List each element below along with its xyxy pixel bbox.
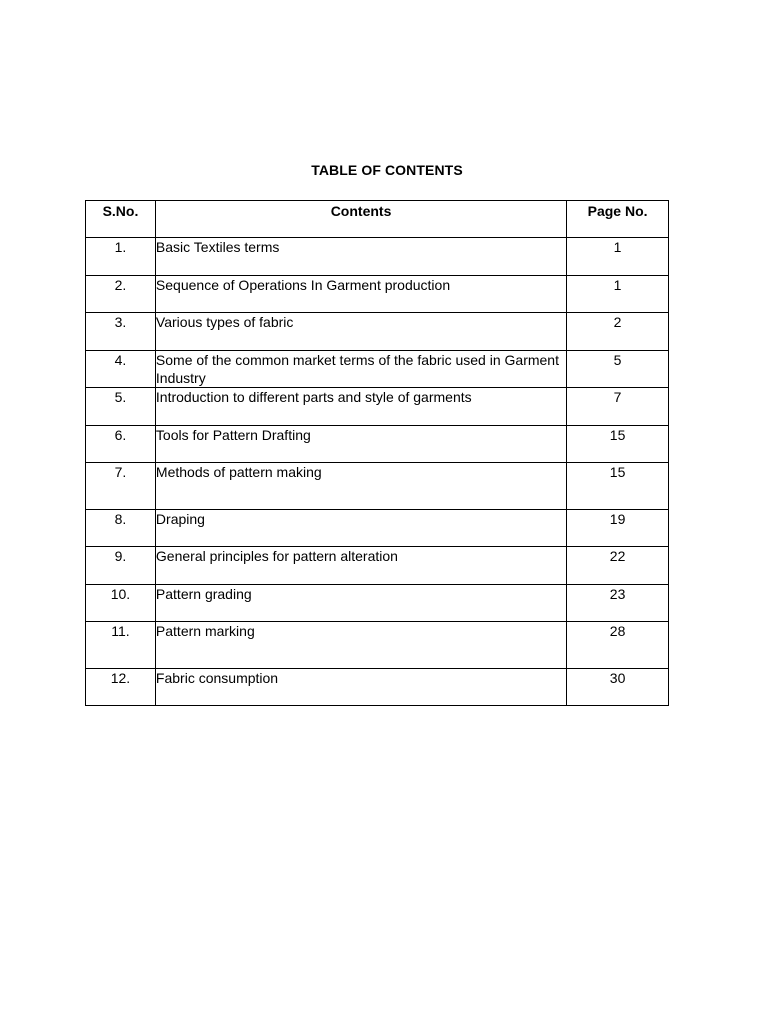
row-page: 7	[567, 388, 669, 426]
row-sno: 7.	[86, 463, 156, 510]
table-row	[86, 238, 669, 276]
row-page: 23	[567, 585, 669, 622]
row-content: Methods of pattern making	[155, 463, 566, 510]
row-page: 28	[567, 622, 669, 669]
row-page: 30	[567, 669, 669, 706]
row-content: Pattern marking	[155, 622, 566, 669]
row-page: 2	[567, 313, 669, 351]
row-content: Fabric consumption	[155, 669, 566, 706]
row-page: 1	[567, 276, 669, 313]
row-sno: 10.	[86, 585, 156, 622]
header-contents: Contents	[155, 201, 566, 238]
table-row	[86, 622, 669, 669]
table-row	[86, 313, 669, 351]
row-content: General principles for pattern alteration	[155, 547, 566, 585]
row-sno: 8.	[86, 510, 156, 547]
row-page: 15	[567, 463, 669, 510]
table-row	[86, 510, 669, 547]
row-page: 15	[567, 426, 669, 463]
row-page: 22	[567, 547, 669, 585]
table-row	[86, 388, 669, 426]
row-sno: 6.	[86, 426, 156, 463]
page-title: TABLE OF CONTENTS	[311, 162, 463, 178]
row-sno: 4.	[86, 351, 156, 388]
row-sno: 2.	[86, 276, 156, 313]
table-row	[86, 547, 669, 585]
row-content: Basic Textiles terms	[155, 238, 566, 276]
table-header-row	[86, 201, 669, 238]
table-row	[86, 585, 669, 622]
table-row	[86, 426, 669, 463]
row-sno: 1.	[86, 238, 156, 276]
row-sno: 12.	[86, 669, 156, 706]
table-row	[86, 276, 669, 313]
row-page: 5	[567, 351, 669, 388]
row-sno: 5.	[86, 388, 156, 426]
row-content: Draping	[155, 510, 566, 547]
row-content: Introduction to different parts and style of garments	[155, 388, 566, 426]
header-sno: S.No.	[86, 201, 156, 238]
table-row	[86, 669, 669, 706]
row-content: Various types of fabric	[155, 313, 566, 351]
row-content: Some of the common market terms of the fabric used in Garment Industry	[155, 351, 566, 388]
table-row	[86, 463, 669, 510]
header-page-no: Page No.	[567, 201, 669, 238]
table-row	[86, 351, 669, 388]
table-of-contents	[85, 200, 669, 706]
row-content: Sequence of Operations In Garment production	[155, 276, 566, 313]
row-content: Tools for Pattern Drafting	[155, 426, 566, 463]
row-content: Pattern grading	[155, 585, 566, 622]
row-sno: 11.	[86, 622, 156, 669]
row-sno: 9.	[86, 547, 156, 585]
row-sno: 3.	[86, 313, 156, 351]
row-page: 19	[567, 510, 669, 547]
row-page: 1	[567, 238, 669, 276]
